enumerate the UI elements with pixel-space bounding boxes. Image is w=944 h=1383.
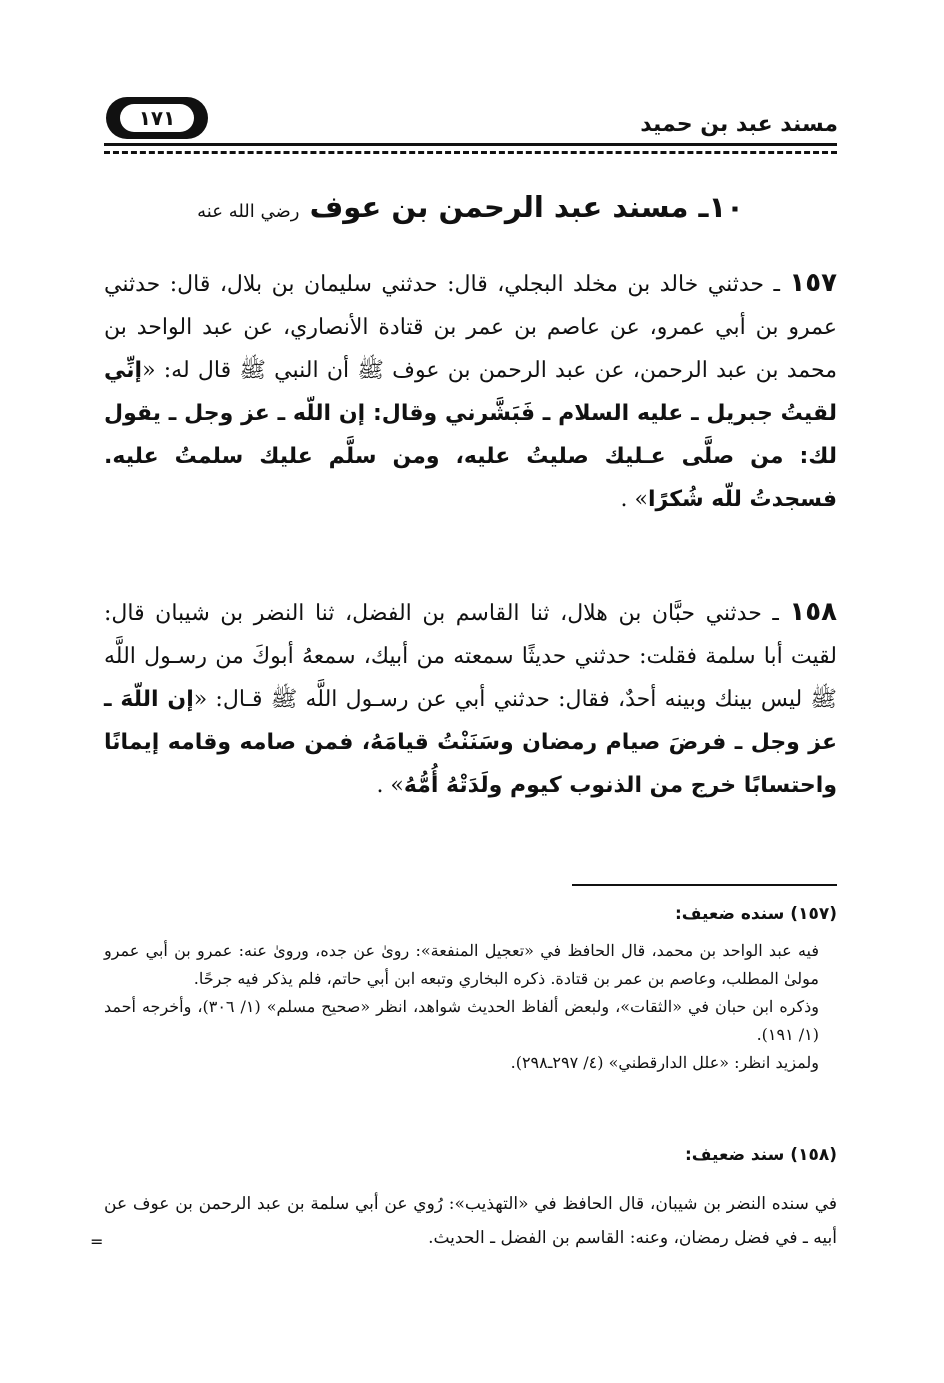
- hadith-157: [104, 262, 837, 521]
- hadith-closing: » .: [376, 773, 404, 798]
- footnote-separator: [572, 884, 837, 886]
- hadith-isnad: ـ حدثني خالد بن مخلد البجلي، قال: حدثني سليمان بن بلال، قال: حدثني عمرو بن أبي عمرو، عن عاصم بن عمر بن قتادة الأنصاري، عن عبد الواحد بن محمد بن عبد الرحمن، عن عبد الرحمن بن عوف ﷺ أن النبي ﷺ قال له: «: [104, 272, 837, 383]
- header-dashed-rule: [104, 151, 837, 154]
- hadith-158: [104, 591, 837, 807]
- section-title: ١٠ـ مسند عبد الرحمن بن عوف: [309, 190, 744, 224]
- footnote-157-body: [104, 937, 837, 1077]
- footnote-paragraph: وذكره ابن حبان في «الثقات»، ولبعض ألفاظ الحديث شواهد، انظر «صحيح مسلم» (١/ ٣٠٦)، وأخرجه أحمد (١/ ١٩١).: [104, 997, 820, 1044]
- hadith-number: ١٥٨: [789, 597, 837, 627]
- footnote-158-body: في سنده النضر بن شيبان، قال الحافظ في «التهذيب»: رُوي عن أبي سلمة بن عبد الرحمن بن عوف عن أبيه ـ في فضل رمضان، وعنه: القاسم بن الفضل ـ الحديث.: [104, 1194, 837, 1248]
- continuation-mark: =: [90, 1232, 104, 1251]
- hadith-matn: إنِّي لقيتُ جبريل ـ عليه السلام ـ فَبَشَّرني وقال: إن اللّه ـ عز وجل ـ يقول لك: من صلَّى عـليك صليتُ عليه، ومن سلَّم عليك سلمتُ عليه. فسجدتُ للّه شُكرًا: [104, 358, 837, 512]
- honorific-glyph: رضي الله عنه: [197, 201, 300, 222]
- footnote-paragraph: ولمزيد انظر: «علل الدارقطني» (٤/ ٢٩٧ـ٢٩٨).: [510, 1053, 819, 1072]
- hadith-isnad: ـ حدثني حبَّان بن هلال، ثنا القاسم بن الفضل، ثنا النضر بن شيبان قال: لقيت أبا سلمة فقلت: حدثني حديثًا سمعته من أبيك، سمعهُ أبوكَ من رسـول اللَّه ﷺ ليس بينك وبينه أحدٌ، فقال: حدثني أبي عن رسـول اللَّه ﷺ قـال: «: [104, 601, 838, 712]
- hadith-matn: إن اللّهَ ـ عز وجل ـ فرضَ صيام رمضان وسَنَنْتُ قيامَهُ، فمن صامه وقامه إيمانًا واحتسابًا خرج من الذنوب كيوم ولَدَتْهُ أُمُّهُ: [104, 687, 837, 798]
- hadith-closing: » .: [620, 487, 648, 512]
- page-number: ١٧١: [120, 104, 194, 132]
- hadith-number: ١٥٧: [789, 268, 837, 298]
- footnote-157-heading: (١٥٧) سنده ضعيف:: [674, 904, 837, 924]
- page-number-badge: [106, 97, 208, 139]
- running-title: مسند عبد بن حميد: [640, 112, 838, 137]
- section-heading: [104, 190, 837, 224]
- footnote-158-heading: (١٥٨) سند ضعيف:: [684, 1145, 837, 1165]
- footnote-paragraph: فيه عبد الواحد بن محمد، قال الحافظ في «تعجيل المنفعة»: روىٰ عن جده، وروىٰ عنه: عمرو بن أبي عمرو مولىٰ المطلب، وعاصم بن عمر بن قتادة. ذكره البخاري وتبعه ابن أبي حاتم، فلم يذكر فيه جرحًا.: [104, 941, 819, 988]
- header-rule: [104, 143, 837, 146]
